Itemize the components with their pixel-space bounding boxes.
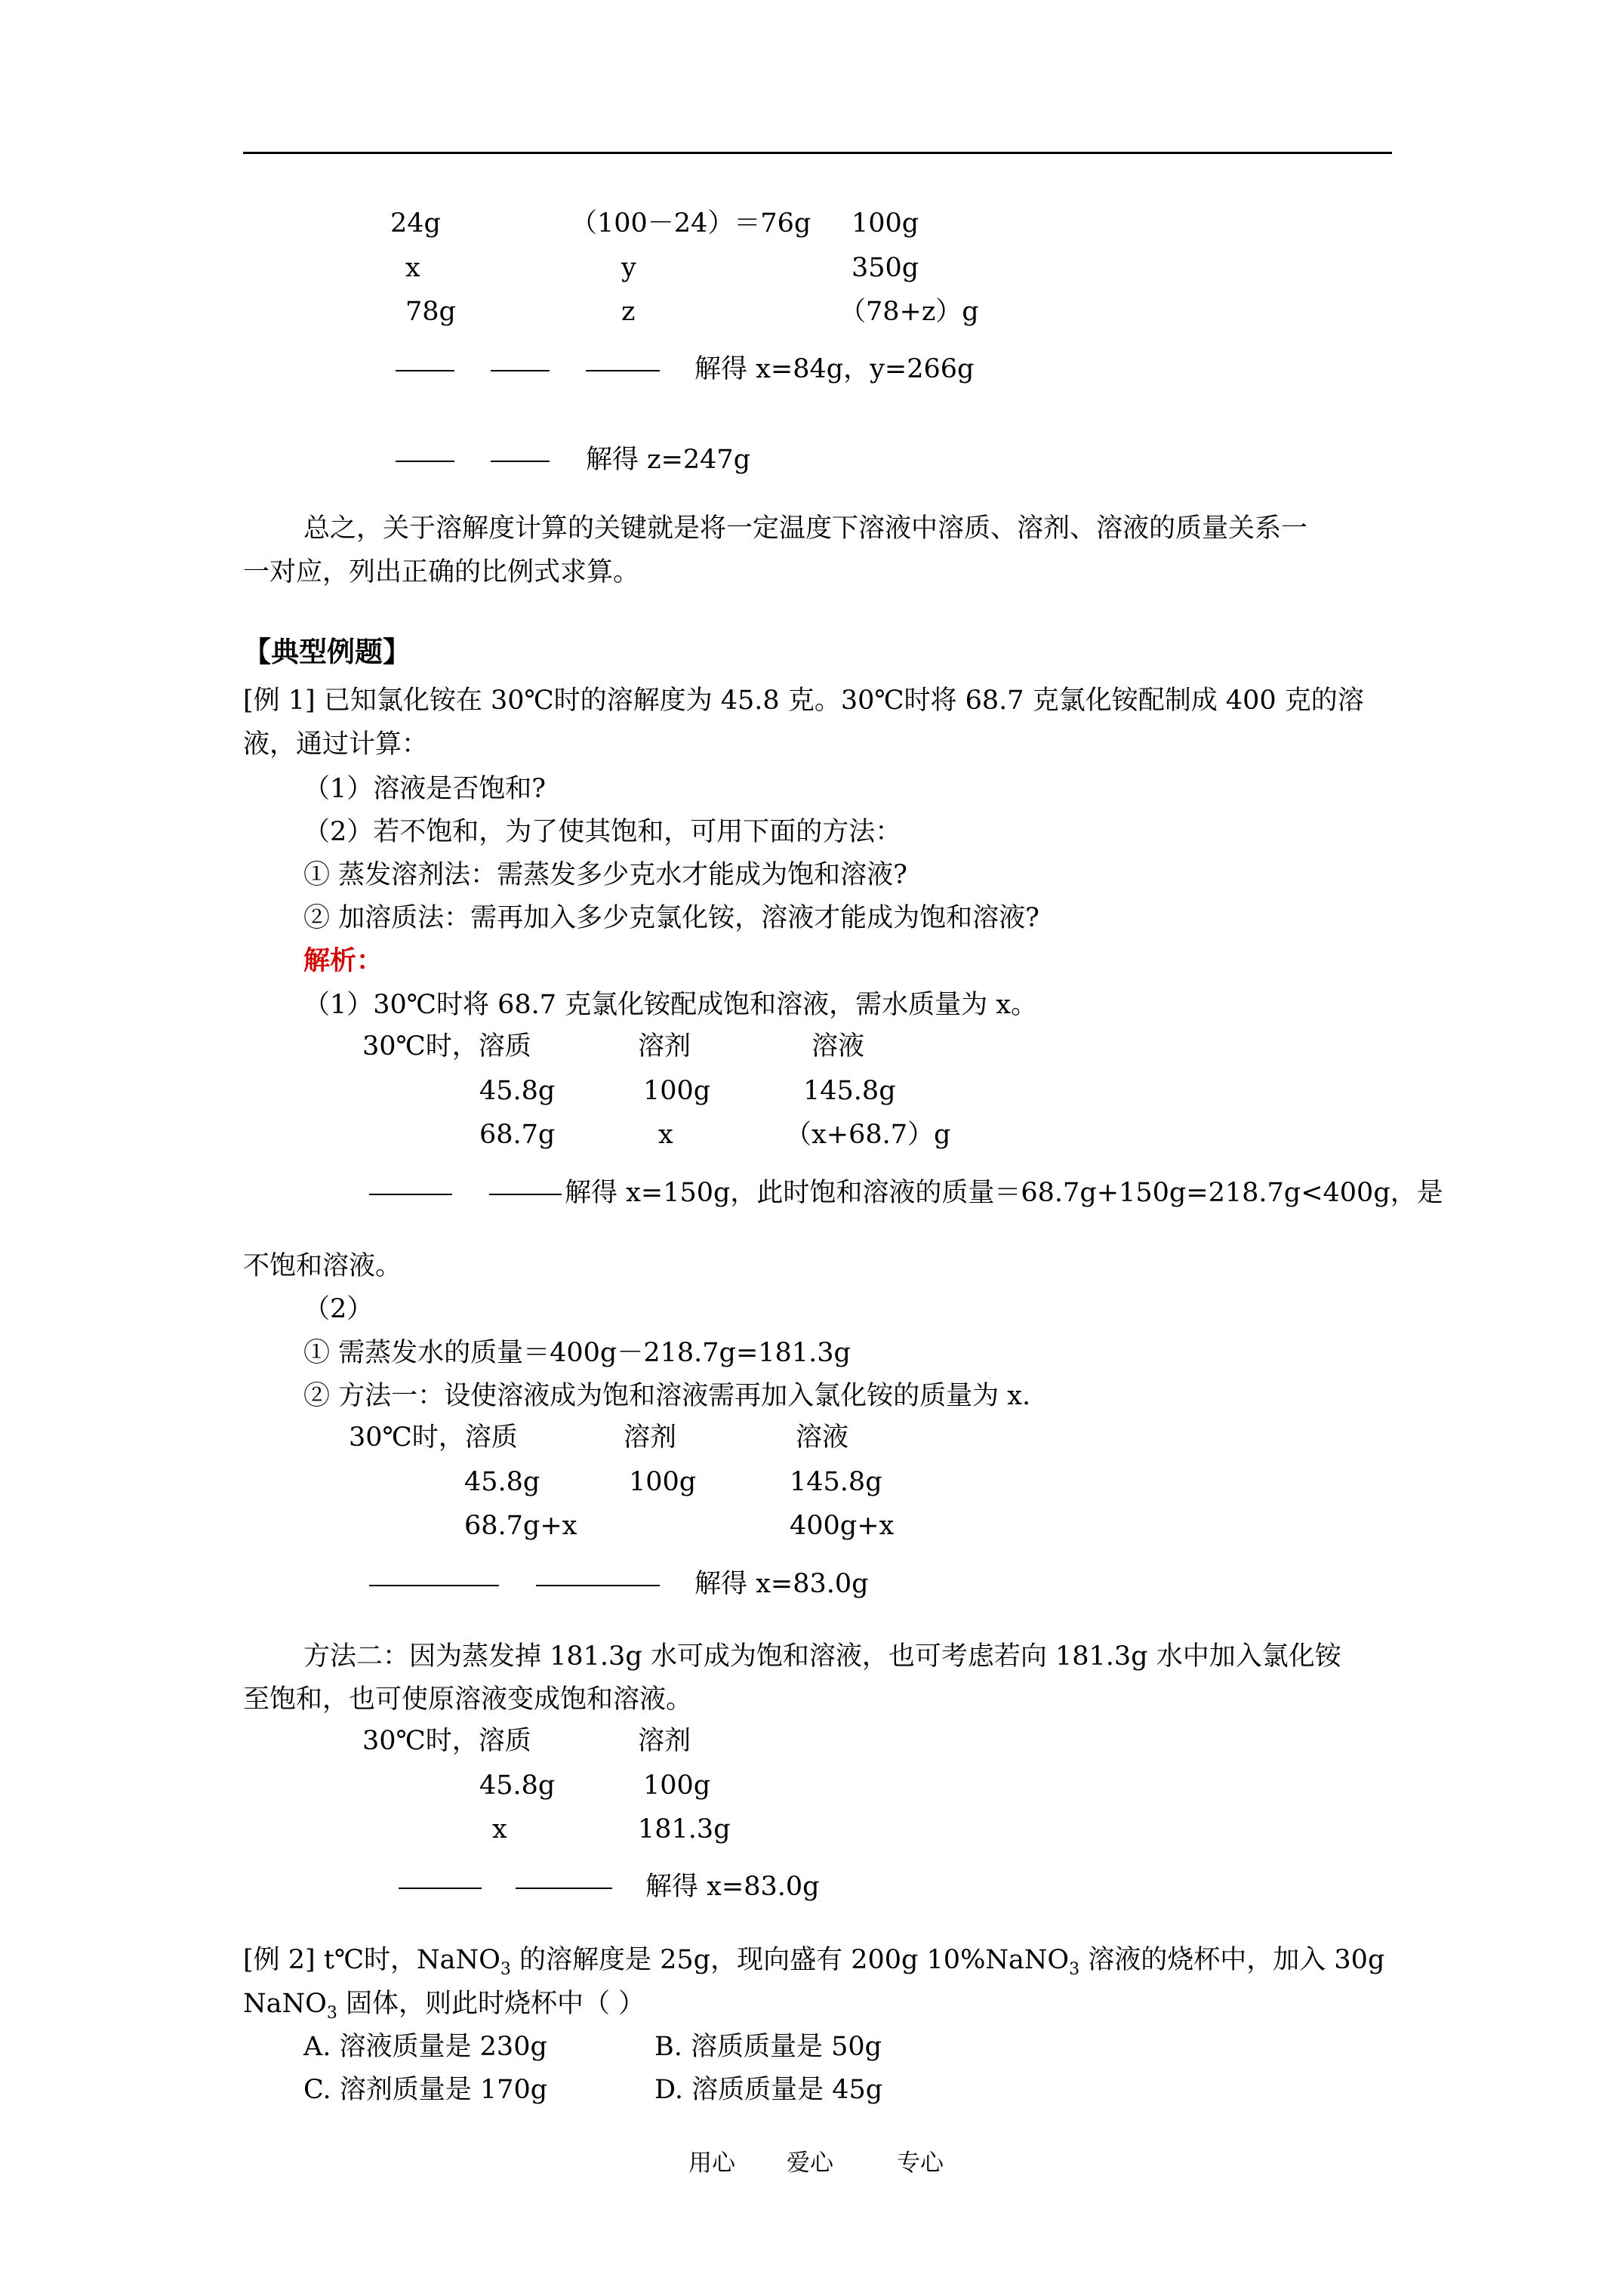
fraction-bar <box>516 1888 612 1889</box>
question-text: 液，通过计算： <box>243 729 429 760</box>
table-cell: x <box>405 253 420 283</box>
table-cell: 100g <box>643 1076 711 1106</box>
table-cell: 30℃时，溶质 <box>349 1422 518 1453</box>
solution-result: 解得 x=83.0g <box>694 1569 869 1599</box>
subscript: 3 <box>326 2004 337 2023</box>
table-cell: 145.8g <box>803 1076 896 1106</box>
analysis-text: ① 需蒸发水的质量＝400g－218.7g=181.3g <box>303 1338 851 1368</box>
summary-line: 总之，关于溶解度计算的关键就是将一定温度下溶液中溶质、溶剂、溶液的质量关系一 <box>303 513 1308 544</box>
table-cell: 24g <box>390 208 441 239</box>
table-cell: 68.7g <box>479 1120 556 1150</box>
question-text-part: NaNO <box>243 1989 327 2019</box>
sub-question: （2）若不饱和，为了使其饱和，可用下面的方法： <box>303 817 902 847</box>
table-cell: （78+z）g <box>839 297 979 327</box>
option-a: A. 溶液质量是 230g <box>303 2032 547 2062</box>
table-cell: 溶液 <box>796 1422 849 1453</box>
solution-result: 不饱和溶液。 <box>243 1251 402 1281</box>
fraction-bar <box>536 1585 660 1586</box>
fraction-bar <box>396 461 454 462</box>
footer-text: 专心 <box>897 2150 944 2177</box>
table-cell: 400g+x <box>790 1511 895 1541</box>
solution-result: 解得 x=83.0g <box>645 1872 820 1902</box>
footer-text: 用心 <box>688 2150 735 2177</box>
solution-result: 解得 x=84g，y=266g <box>694 354 975 384</box>
option-d: D. 溶质质量是 45g <box>654 2075 883 2105</box>
fraction-bar <box>489 1194 562 1195</box>
question-text-part: 溶液的烧杯中，加入 30g <box>1088 1945 1385 1975</box>
question-text <box>243 1987 645 2023</box>
section-title: 【典型例题】 <box>243 636 411 668</box>
analysis-text: （1）30℃时将 68.7 克氯化铵配成饱和溶液，需水质量为 x。 <box>303 990 1038 1020</box>
option-c: C. 溶剂质量是 170g <box>303 2075 548 2105</box>
table-cell: x <box>492 1814 507 1845</box>
table-cell: x <box>658 1120 673 1150</box>
table-cell: 100g <box>629 1467 697 1497</box>
question-text-part: [例 2] t℃时，NaNO <box>243 1945 500 1975</box>
fraction-bar <box>399 1888 482 1889</box>
table-cell: y <box>621 253 636 283</box>
summary-line: 一对应，列出正确的比例式求算。 <box>243 557 640 587</box>
table-cell: 30℃时，溶质 <box>362 1726 531 1756</box>
table-cell: 181.3g <box>638 1814 731 1845</box>
table-cell: 45.8g <box>464 1467 540 1497</box>
solution-result: 解得 z=247g <box>586 445 751 475</box>
table-cell: （100－24）＝76g <box>571 208 812 239</box>
table-cell: 溶剂 <box>638 1031 691 1062</box>
analysis-text: 方法二：因为蒸发掉 181.3g 水可成为饱和溶液，也可考虑若向 181.3g 水中加入氯化铵 <box>303 1641 1341 1672</box>
table-cell: 100g <box>852 208 919 239</box>
table-cell: 溶剂 <box>638 1726 691 1756</box>
fraction-bar <box>491 461 550 462</box>
table-cell: 溶液 <box>812 1031 865 1062</box>
fraction-bar <box>491 370 550 371</box>
analysis-text: （2） <box>303 1294 374 1324</box>
subscript: 3 <box>1069 1960 1080 1979</box>
analysis-text: ② 方法一：设使溶液成为饱和溶液需再加入氯化铵的质量为 x. <box>303 1381 1031 1411</box>
table-cell: 350g <box>852 253 919 283</box>
table-cell: （x+68.7）g <box>785 1120 951 1150</box>
sub-question: ① 蒸发溶剂法：需蒸发多少克水才能成为饱和溶液? <box>303 860 907 890</box>
table-cell: 68.7g+x <box>464 1511 577 1541</box>
footer-text: 爱心 <box>787 2150 833 2177</box>
table-cell: 145.8g <box>790 1467 882 1497</box>
sub-question: （1）溶液是否饱和? <box>303 774 547 804</box>
fraction-bar <box>586 370 660 371</box>
table-cell: 45.8g <box>479 1076 556 1106</box>
option-b: B. 溶质质量是 50g <box>654 2032 882 2062</box>
table-cell: 78g <box>405 297 456 327</box>
fraction-bar <box>396 370 454 371</box>
fraction-bar <box>369 1194 452 1195</box>
sub-question: ② 加溶质法：需再加入多少克氯化铵，溶液才能成为饱和溶液? <box>303 903 1039 933</box>
fraction-bar <box>369 1585 499 1586</box>
solution-result: 解得 x=150g，此时饱和溶液的质量＝68.7g+150g=218.7g<400g，是 <box>565 1178 1443 1208</box>
analysis-text: 至饱和，也可使原溶液变成饱和溶液。 <box>243 1684 693 1715</box>
header-rule <box>243 152 1392 154</box>
table-cell: 30℃时，溶质 <box>362 1031 531 1062</box>
analysis-label: 解析： <box>303 945 383 976</box>
table-cell: 100g <box>643 1771 711 1801</box>
table-cell: z <box>621 297 636 327</box>
table-cell: 45.8g <box>479 1771 556 1801</box>
question-text <box>243 1943 1384 1977</box>
table-cell: 溶剂 <box>624 1422 677 1453</box>
subscript: 3 <box>500 1960 511 1979</box>
question-text-part: 固体，则此时烧杯中（ ） <box>345 1989 645 2019</box>
question-text: [例 1] 已知氯化铵在 30℃时的溶解度为 45.8 克。30℃时将 68.7 克氯化铵配制成 400 克的溶 <box>243 686 1364 716</box>
question-text-part: 的溶解度是 25g，现向盛有 200g 10%NaNO <box>519 1945 1070 1975</box>
